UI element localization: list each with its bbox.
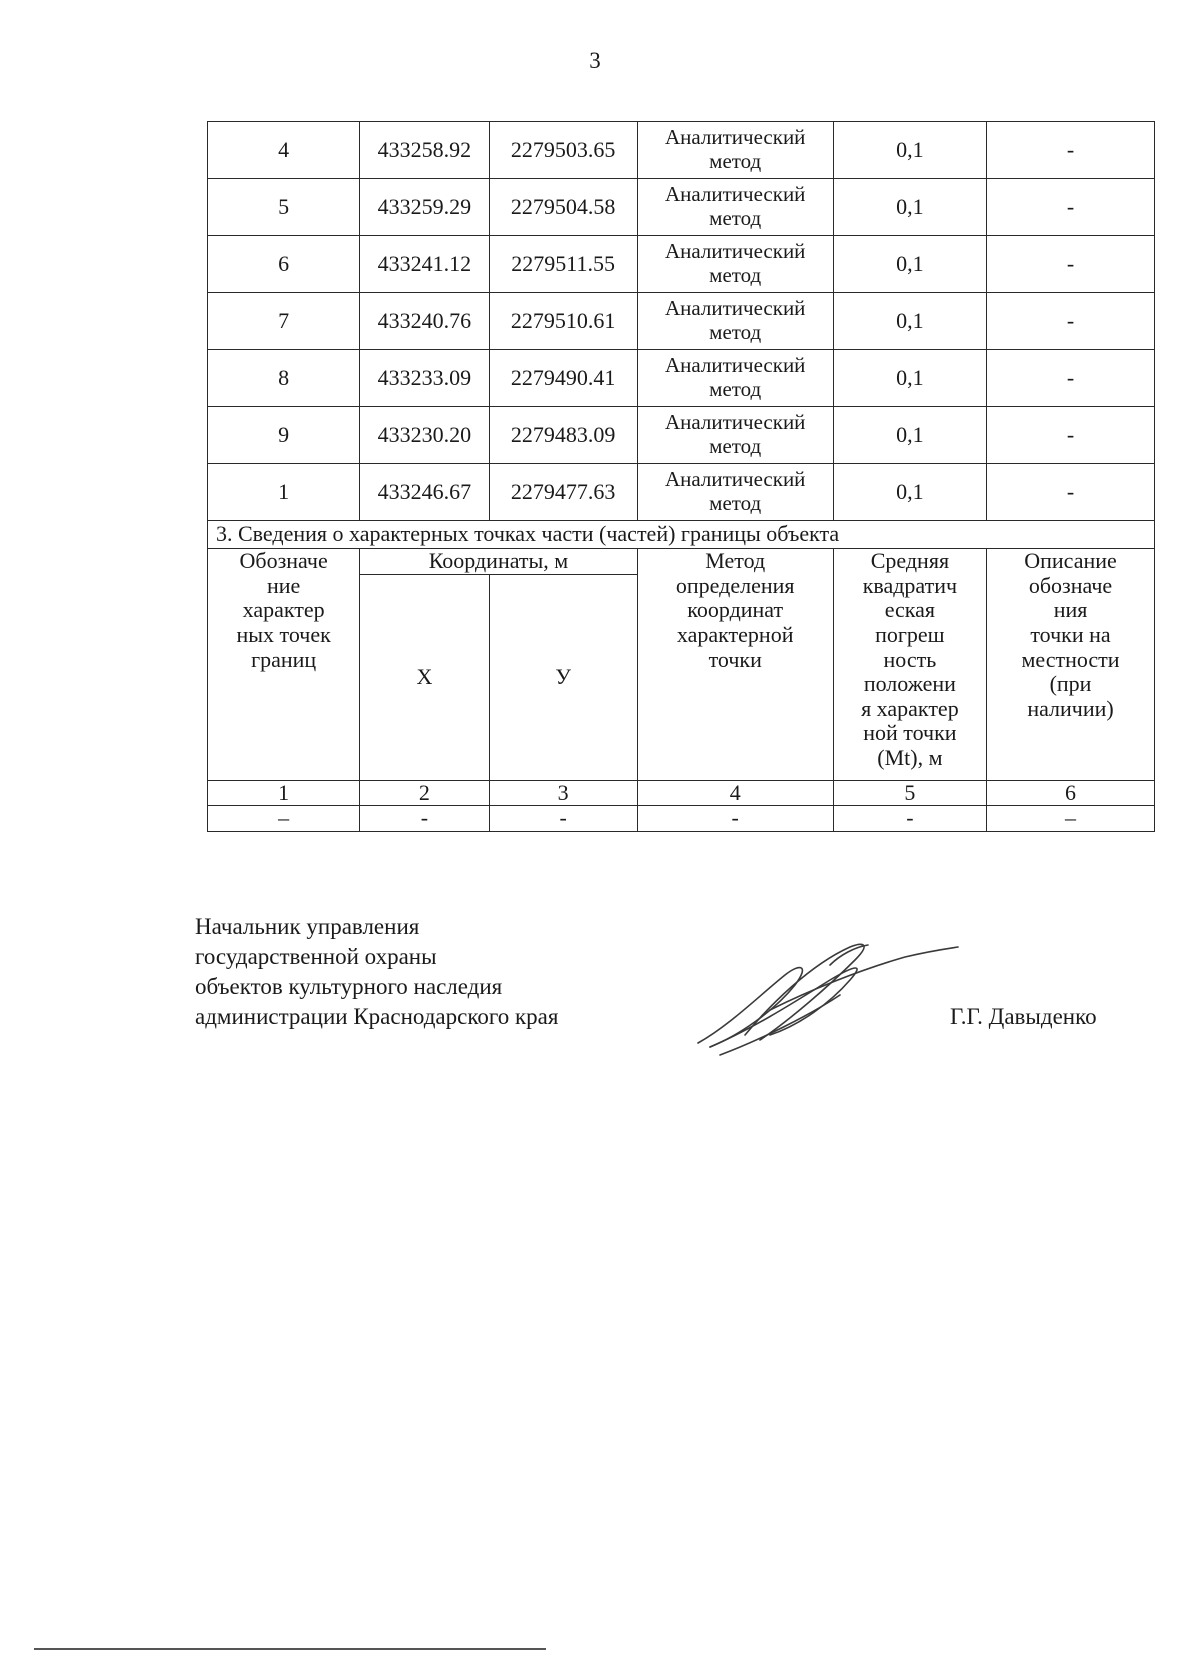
index-cell: 3 <box>489 780 637 806</box>
method-line: метод <box>709 434 762 458</box>
header-line: обозначе <box>1028 572 1113 598</box>
y-coordinate-cell: 2279490.41 <box>489 350 637 407</box>
method-cell <box>637 122 833 179</box>
point-number-cell: 8 <box>208 350 360 407</box>
header-line: Описание <box>1024 548 1117 573</box>
table-row <box>208 293 1155 350</box>
y-coordinate-cell: 2279504.58 <box>489 179 637 236</box>
point-number-cell: 6 <box>208 236 360 293</box>
description-cell: - <box>987 293 1155 350</box>
method-cell <box>637 293 833 350</box>
header-method <box>637 549 833 781</box>
method-line: метод <box>709 263 762 287</box>
index-cell: 4 <box>637 780 833 806</box>
table-row <box>208 236 1155 293</box>
header-row <box>208 549 1155 575</box>
description-cell: - <box>987 122 1155 179</box>
page-number: 3 <box>589 48 601 73</box>
method-line: метод <box>709 320 762 344</box>
y-coordinate-cell: 2279483.09 <box>489 407 637 464</box>
header-line: границ <box>251 646 317 672</box>
empty-row <box>208 806 1155 832</box>
point-number-cell: 4 <box>208 122 360 179</box>
index-cell: 5 <box>833 780 986 806</box>
y-coordinate-cell: 2279503.65 <box>489 122 637 179</box>
table-row <box>208 350 1155 407</box>
table-body <box>208 122 1155 521</box>
header-line: координат <box>687 597 784 623</box>
mt-cell: 0,1 <box>833 293 986 350</box>
method-line: Аналитический <box>664 239 806 264</box>
method-line: Аналитический <box>664 467 806 492</box>
handwritten-signature <box>690 935 960 1065</box>
header-mean-square-error <box>833 549 986 781</box>
section-title-row <box>208 521 1155 549</box>
header-line: еская <box>884 597 936 623</box>
index-row <box>208 780 1155 806</box>
description-cell: - <box>987 464 1155 521</box>
header-line: ной точки <box>863 720 957 746</box>
description-cell: - <box>987 179 1155 236</box>
index-cell: 2 <box>360 780 489 806</box>
method-cell <box>637 236 833 293</box>
x-coordinate-cell: 433230.20 <box>360 407 489 464</box>
point-number-cell: 9 <box>208 407 360 464</box>
header-line: погреш <box>875 621 945 647</box>
x-coordinate-cell: 433246.67 <box>360 464 489 521</box>
header-line: ных точек <box>236 621 331 647</box>
header-line: ность <box>883 646 937 672</box>
empty-cell: – <box>987 806 1155 832</box>
header-line: положени <box>863 671 956 697</box>
header-line: (при <box>1049 671 1092 697</box>
x-coordinate-cell: 433258.92 <box>360 122 489 179</box>
signatory-position <box>195 912 558 1032</box>
header-x: Х <box>360 574 489 780</box>
mt-cell: 0,1 <box>833 179 986 236</box>
position-line: администрации Краснодарского края <box>195 1004 559 1029</box>
point-number-cell: 1 <box>208 464 360 521</box>
position-line: государственной охраны <box>195 944 437 969</box>
mt-cell: 0,1 <box>833 122 986 179</box>
method-line: метод <box>709 149 762 173</box>
empty-cell: - <box>833 806 986 832</box>
table-row <box>208 179 1155 236</box>
mt-cell: 0,1 <box>833 236 986 293</box>
position-line: объектов культурного наследия <box>195 974 503 999</box>
table-row <box>208 407 1155 464</box>
header-point-description <box>987 549 1155 781</box>
x-coordinate-cell: 433240.76 <box>360 293 489 350</box>
method-cell <box>637 407 833 464</box>
header-line: Средняя <box>870 548 950 573</box>
method-line: метод <box>709 491 762 515</box>
method-line: метод <box>709 377 762 401</box>
index-cell: 6 <box>987 780 1155 806</box>
header-line: квадратич <box>862 572 958 598</box>
header-line: местности <box>1021 646 1120 672</box>
header-line: характерной <box>676 621 794 647</box>
header-line: точки на <box>1030 621 1111 647</box>
header-line: характер <box>242 597 325 623</box>
header-line: наличии) <box>1027 695 1114 721</box>
method-line: Аналитический <box>664 125 806 150</box>
description-cell: - <box>987 407 1155 464</box>
table-row <box>208 464 1155 521</box>
y-coordinate-cell: 2279477.63 <box>489 464 637 521</box>
method-cell <box>637 179 833 236</box>
description-cell: - <box>987 350 1155 407</box>
method-line: Аналитический <box>664 410 806 435</box>
table-row <box>208 122 1155 179</box>
empty-cell: – <box>208 806 360 832</box>
y-coordinate-cell: 2279510.61 <box>489 293 637 350</box>
index-cell: 1 <box>208 780 360 806</box>
method-cell <box>637 350 833 407</box>
header-line: определения <box>675 572 795 598</box>
method-line: Аналитический <box>664 296 806 321</box>
header-y: У <box>489 574 637 780</box>
empty-cell: - <box>360 806 489 832</box>
description-cell: - <box>987 236 1155 293</box>
x-coordinate-cell: 433233.09 <box>360 350 489 407</box>
method-line: Аналитический <box>664 353 806 378</box>
header-line: точки <box>708 646 762 672</box>
header-line: ние <box>266 572 301 598</box>
method-line: Аналитический <box>664 182 806 207</box>
method-cell <box>637 464 833 521</box>
point-number-cell: 5 <box>208 179 360 236</box>
x-coordinate-cell: 433259.29 <box>360 179 489 236</box>
mt-cell: 0,1 <box>833 350 986 407</box>
section-title: 3. Сведения о характерных точках части (частей) границы объекта <box>208 521 1155 549</box>
header-line: (Mt), м <box>877 745 943 770</box>
header-line: Обозначе <box>239 548 328 573</box>
footer-divider <box>34 1648 546 1650</box>
x-coordinate-cell: 433241.12 <box>360 236 489 293</box>
mt-cell: 0,1 <box>833 464 986 521</box>
header-line: ния <box>1053 597 1088 623</box>
y-coordinate-cell: 2279511.55 <box>489 236 637 293</box>
boundary-points-table <box>207 121 1155 832</box>
header-line: я характер <box>861 695 959 721</box>
header-line: Метод <box>705 548 766 573</box>
empty-cell: - <box>637 806 833 832</box>
point-number-cell: 7 <box>208 293 360 350</box>
mt-cell: 0,1 <box>833 407 986 464</box>
empty-cell: - <box>489 806 637 832</box>
signer-name: Г.Г. Давыденко <box>950 1004 1097 1029</box>
method-line: метод <box>709 206 762 230</box>
header-coordinates: Координаты, м <box>360 549 637 575</box>
position-line: Начальник управления <box>195 914 420 939</box>
header-point-designation <box>208 549 360 781</box>
